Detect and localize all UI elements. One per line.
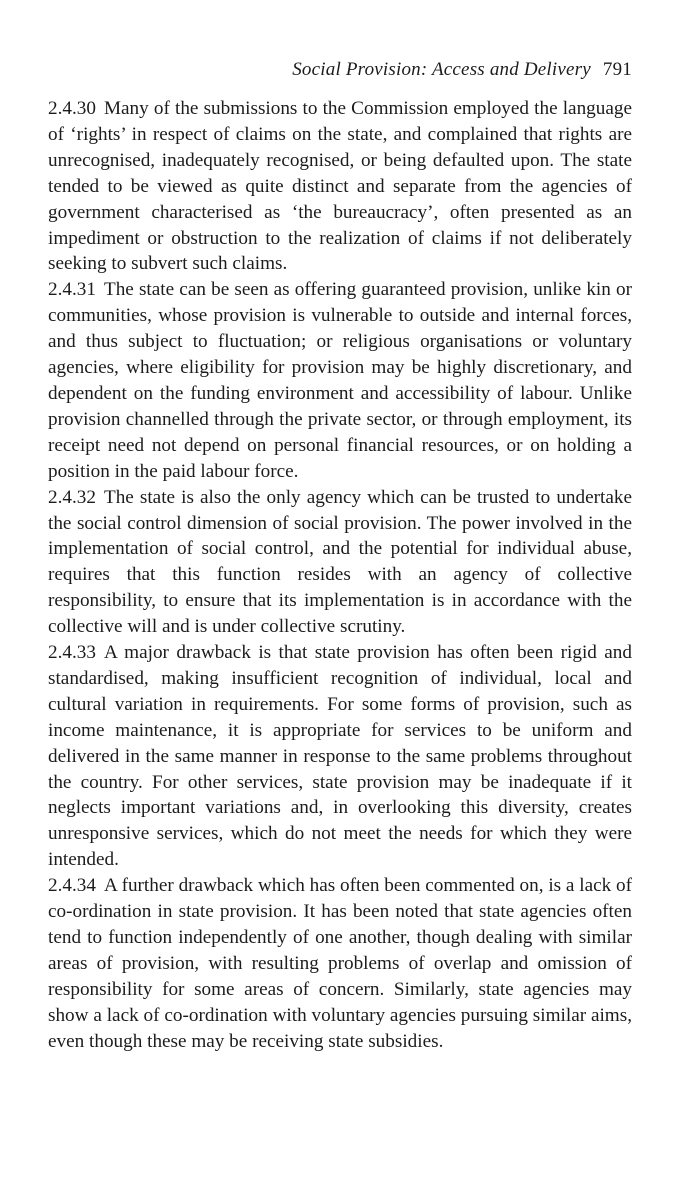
paragraph-2-4-32: [48, 485, 632, 640]
paragraph-2-4-31: [48, 277, 632, 484]
paragraph-text: Many of the submissions to the Commission employed the language of ‘rights’ in respect of claims on the state, and complained that rights are unrecognised, inadequately recognised, or being defaulted upon. The state tended to be viewed as quite distinct and separate from the agencies of government characterised as ‘the bureaucracy’, often presented as an impediment or obstruction to the realization of claims if not deliberately seeking to subvert such claims.: [48, 98, 632, 275]
paragraph-number: 2.4.31: [48, 279, 96, 301]
paragraph-text: The state can be seen as offering guaranteed provision, unlike kin or communities, whose provision is vulnerable to outside and internal forces, and thus subject to fluctuation; or religious organisations or voluntary agencies, where eligibility for provision may be highly discretionary, and dependent on the funding environment and accessibility of labour. Unlike provision channelled through the private sector, or through employment, its receipt need not depend on personal financial resources, or on holding a position in the paid labour force.: [48, 279, 632, 482]
paragraph-number: 2.4.33: [48, 642, 96, 664]
paragraph-text: A further drawback which has often been commented on, is a lack of co-ordination in state provision. It has been noted that state agencies often tend to function independently of one another, though dealing with similar areas of provision, with resulting problems of overlap and omission of responsibility for some areas of concern. Similarly, state agencies may show a lack of co-ordination with voluntary agencies pursuing similar aims, even though these may be receiving state subsidies.: [48, 875, 632, 1052]
paragraph-2-4-30: [48, 96, 632, 277]
book-page: [48, 58, 632, 1055]
paragraph-2-4-34: [48, 873, 632, 1054]
running-head: [48, 58, 632, 82]
paragraph-number: 2.4.34: [48, 875, 96, 897]
paragraph-text: The state is also the only agency which can be trusted to undertake the social control dimension of social provision. The power involved in the implementation of social control, and the potential for individual abuse, requires that this function resides with an agency of collective responsibility, to ensure that its implementation is in accordance with the collective will and is under collective scrutiny.: [48, 486, 632, 638]
page-number: 791: [602, 59, 632, 80]
paragraph-number: 2.4.32: [48, 486, 96, 508]
paragraph-text: A major drawback is that state provision has often been rigid and standardised, making insufficient recognition of individual, local and cultural variation in requirements. For some forms of provision, such as income maintenance, it is appropriate for services to be uniform and delivered in the same manner in response to the same problems throughout the country. For other services, state provision may be inadequate if it neglects important variations and, in overlooking this diversity, creates unresponsive services, which do not meet the needs for which they were intended.: [48, 642, 632, 871]
paragraph-2-4-33: [48, 640, 632, 873]
running-title: Social Provision: Access and Delivery: [292, 59, 591, 80]
paragraph-number: 2.4.30: [48, 98, 96, 119]
